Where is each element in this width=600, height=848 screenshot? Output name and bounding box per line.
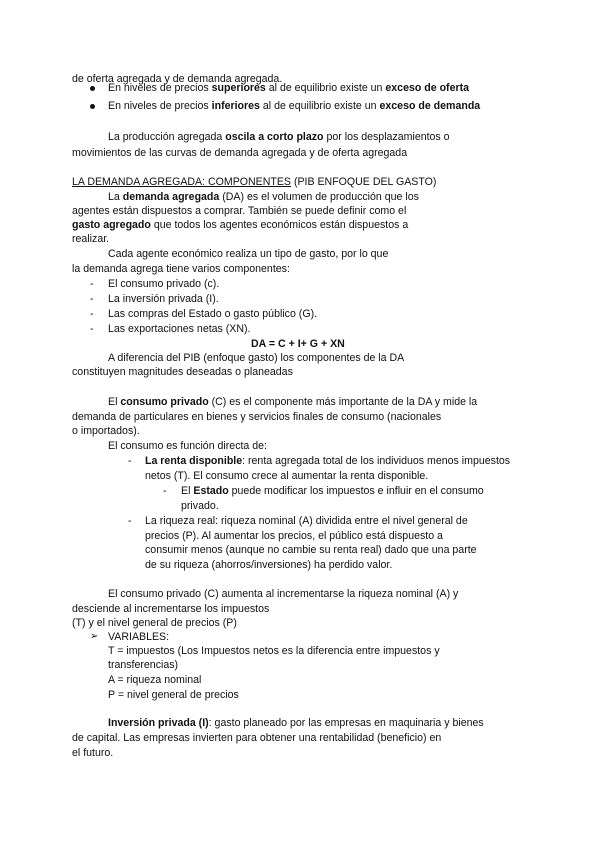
paragraph-line: o importados). <box>72 425 140 437</box>
list-item: La renta disponible: renta agregada total de los individuos menos impuestos <box>145 455 511 467</box>
bullet-dot-icon <box>90 86 95 91</box>
paragraph-line: netos (T). El consumo crece al aumentar la renta disponible. <box>145 470 429 482</box>
paragraph-line: La demanda agregada (DA) es el volumen de producción que los <box>108 191 419 203</box>
variables-label: VARIABLES: <box>108 631 170 643</box>
paragraph-line: desciende al incrementarse los impuestos <box>72 603 270 615</box>
paragraph-line: constituyen magnitudes deseadas o planeadas <box>72 366 293 378</box>
list-dash: - <box>90 278 94 290</box>
list-dash: - <box>90 323 94 335</box>
paragraph-line: privado. <box>181 500 219 512</box>
bullet-item: En niveles de precios superiores al de equilibrio existe un exceso de oferta <box>108 82 470 94</box>
paragraph-line: (T) y el nivel general de precios (P) <box>72 617 237 629</box>
bullet-dot-icon <box>90 104 95 109</box>
list-item: El consumo privado (c). <box>108 278 220 290</box>
paragraph-line: movimientos de las curvas de demanda agregada y de oferta agregada <box>72 147 408 159</box>
list-item: La riqueza real: riqueza nominal (A) dividida entre el nivel general de <box>145 515 468 527</box>
paragraph-line: El consumo privado (C) es el componente más importante de la DA y mide la <box>108 396 478 408</box>
paragraph-line: A diferencia del PIB (enfoque gasto) los componentes de la DA <box>108 352 405 364</box>
list-dash: - <box>128 515 132 527</box>
paragraph-line: El consumo privado (C) aumenta al incrementarse la riqueza nominal (A) y <box>108 588 459 600</box>
paragraph-line: realizar. <box>72 233 110 245</box>
paragraph-line: Inversión privada (I): gasto planeado por las empresas en maquinaria y bienes <box>108 717 484 729</box>
list-dash: - <box>128 455 132 467</box>
paragraph-line: consumir menos (aunque no cambie su renta real) dado que una parte <box>145 544 477 556</box>
list-dash: - <box>90 308 94 320</box>
arrow-bullet-icon: ➢ <box>90 631 99 642</box>
paragraph-line: de capital. Las empresas invierten para obtener una rentabilidad (beneficio) en <box>72 732 442 744</box>
variable-line: P = nivel general de precios <box>108 689 239 701</box>
paragraph-line: Cada agente económico realiza un tipo de gasto, por lo que <box>108 248 389 260</box>
paragraph-line: demanda de particulares en bienes y servicios finales de consumo (nacionales <box>72 411 442 423</box>
variable-line: T = impuestos (Los Impuestos netos es la diferencia entre impuestos y <box>108 645 440 657</box>
list-dash: - <box>163 485 167 497</box>
intro-line: de oferta agregada y de demanda agregada. <box>72 73 283 85</box>
section-heading: LA DEMANDA AGREGADA: COMPONENTES (PIB ENFOQUE DEL GASTO) <box>72 176 437 188</box>
paragraph-line: de su riqueza (ahorros/inversiones) ha perdido valor. <box>145 559 393 571</box>
paragraph-line: El consumo es función directa de: <box>108 440 267 452</box>
list-item: La inversión privada (I). <box>108 293 219 305</box>
list-dash: - <box>90 293 94 305</box>
list-item: Las exportaciones netas (XN). <box>108 323 251 335</box>
variable-line: transferencias) <box>108 659 179 671</box>
paragraph-line: agentes están dispuestos a comprar. También se puede definir como el <box>72 205 407 217</box>
paragraph-line: precios (P). Al aumentar los precios, el público está dispuesto a <box>145 530 443 542</box>
variable-line: A = riqueza nominal <box>108 674 202 686</box>
bullet-item: En niveles de precios inferiores al de equilibrio existe un exceso de demanda <box>108 100 481 112</box>
paragraph-line: la demanda agrega tiene varios componentes: <box>72 263 290 275</box>
list-item: Las compras del Estado o gasto público (G). <box>108 308 318 320</box>
paragraph-line: gasto agregado que todos los agentes económicos están dispuestos a <box>72 219 409 231</box>
formula: DA = C + I+ G + XN <box>251 338 345 350</box>
paragraph-line: La producción agregada oscila a corto plazo por los desplazamientos o <box>108 131 450 143</box>
paragraph-line: el futuro. <box>72 747 114 759</box>
list-item: El Estado puede modificar los impuestos e influir en el consumo <box>181 485 484 497</box>
